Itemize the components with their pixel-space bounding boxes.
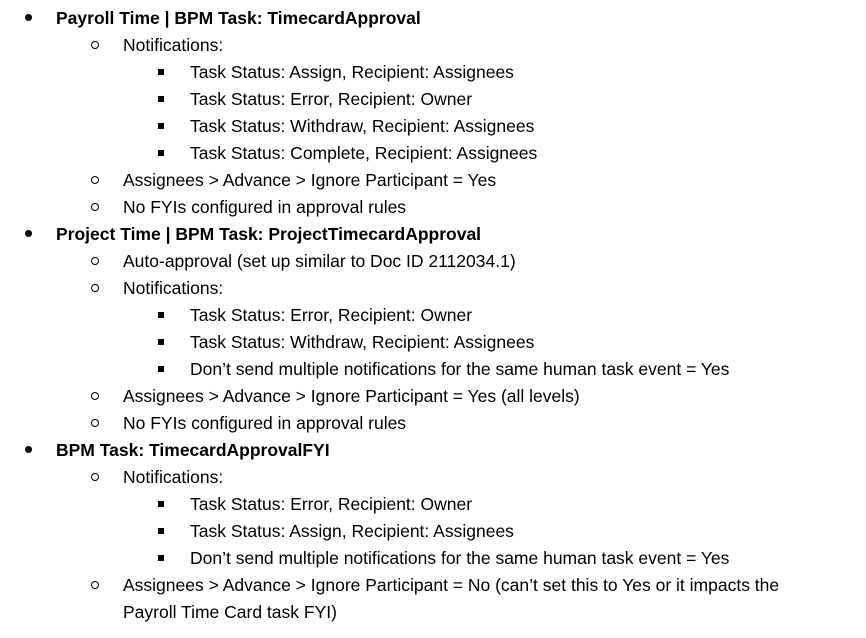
disc-bullet-icon [21, 5, 35, 32]
list-item [0, 275, 866, 302]
square-bullet-icon [155, 491, 167, 518]
square-bullet-icon [155, 86, 167, 113]
square-bullet-icon [155, 113, 167, 140]
sub-list-item [0, 545, 866, 572]
list-item [0, 464, 866, 491]
list-item-text: Auto-approval (set up similar to Doc ID 2112034.1) [123, 251, 516, 271]
sub-list-item [0, 113, 866, 140]
list-item-text: Assignees > Advance > Ignore Participant = Yes [123, 170, 497, 190]
section-title: Project Time | BPM Task: ProjectTimecardApproval [56, 224, 482, 244]
circle-bullet-icon [88, 572, 102, 599]
list-item-text: Notifications: [123, 467, 224, 487]
circle-bullet-icon [88, 275, 102, 302]
section-heading [0, 221, 866, 248]
list-item-text: Assignees > Advance > Ignore Participant = No (can’t set this to Yes or it impacts the Payroll Time Card task FYI) [123, 575, 780, 622]
circle-bullet-icon [88, 194, 102, 221]
disc-bullet-icon [21, 437, 35, 464]
square-bullet-icon [155, 59, 167, 86]
list-item [0, 32, 866, 59]
sub-list-item-text: Don’t send multiple notifications for the same human task event = Yes [190, 548, 730, 568]
section-title: Payroll Time | BPM Task: TimecardApproval [56, 8, 421, 28]
sub-list-item-text: Task Status: Assign, Recipient: Assignees [190, 521, 514, 541]
sub-list-item-text: Task Status: Assign, Recipient: Assignees [190, 62, 514, 82]
sub-list-item [0, 140, 866, 167]
sub-list-item-text: Don’t send multiple notifications for the same human task event = Yes [190, 359, 730, 379]
list-item [0, 410, 866, 437]
sub-list-item [0, 518, 866, 545]
square-bullet-icon [155, 356, 167, 383]
sub-list-item-text: Task Status: Error, Recipient: Owner [190, 494, 473, 514]
section-title: BPM Task: TimecardApprovalFYI [56, 440, 330, 460]
circle-bullet-icon [88, 32, 102, 59]
sub-list-item-text: Task Status: Error, Recipient: Owner [190, 89, 473, 109]
section-heading [0, 437, 866, 464]
sub-list-item-text: Task Status: Error, Recipient: Owner [190, 305, 473, 325]
square-bullet-icon [155, 329, 167, 356]
list-item [0, 167, 866, 194]
circle-bullet-icon [88, 167, 102, 194]
sub-list-item [0, 86, 866, 113]
sub-list-item [0, 302, 866, 329]
list-item [0, 194, 866, 221]
circle-bullet-icon [88, 248, 102, 275]
list-item [0, 383, 866, 410]
list-item [0, 248, 866, 275]
sub-list-item [0, 491, 866, 518]
sub-list-item [0, 356, 866, 383]
sub-list-item-text: Task Status: Complete, Recipient: Assignees [190, 143, 538, 163]
sub-list-item [0, 329, 866, 356]
circle-bullet-icon [88, 464, 102, 491]
disc-bullet-icon [21, 221, 35, 248]
circle-bullet-icon [88, 410, 102, 437]
square-bullet-icon [155, 518, 167, 545]
sub-list-item-text: Task Status: Withdraw, Recipient: Assignees [190, 116, 535, 136]
list-item-text: No FYIs configured in approval rules [123, 413, 407, 433]
list-item-text: No FYIs configured in approval rules [123, 197, 407, 217]
list-item-text: Notifications: [123, 278, 224, 298]
list-item-text: Assignees > Advance > Ignore Participant = Yes (all levels) [123, 386, 580, 406]
section-heading [0, 5, 866, 32]
sub-list-item [0, 59, 866, 86]
circle-bullet-icon [88, 383, 102, 410]
square-bullet-icon [155, 140, 167, 167]
list-item-text: Notifications: [123, 35, 224, 55]
sub-list-item-text: Task Status: Withdraw, Recipient: Assignees [190, 332, 535, 352]
square-bullet-icon [155, 302, 167, 329]
square-bullet-icon [155, 545, 167, 572]
list-item [0, 572, 866, 626]
